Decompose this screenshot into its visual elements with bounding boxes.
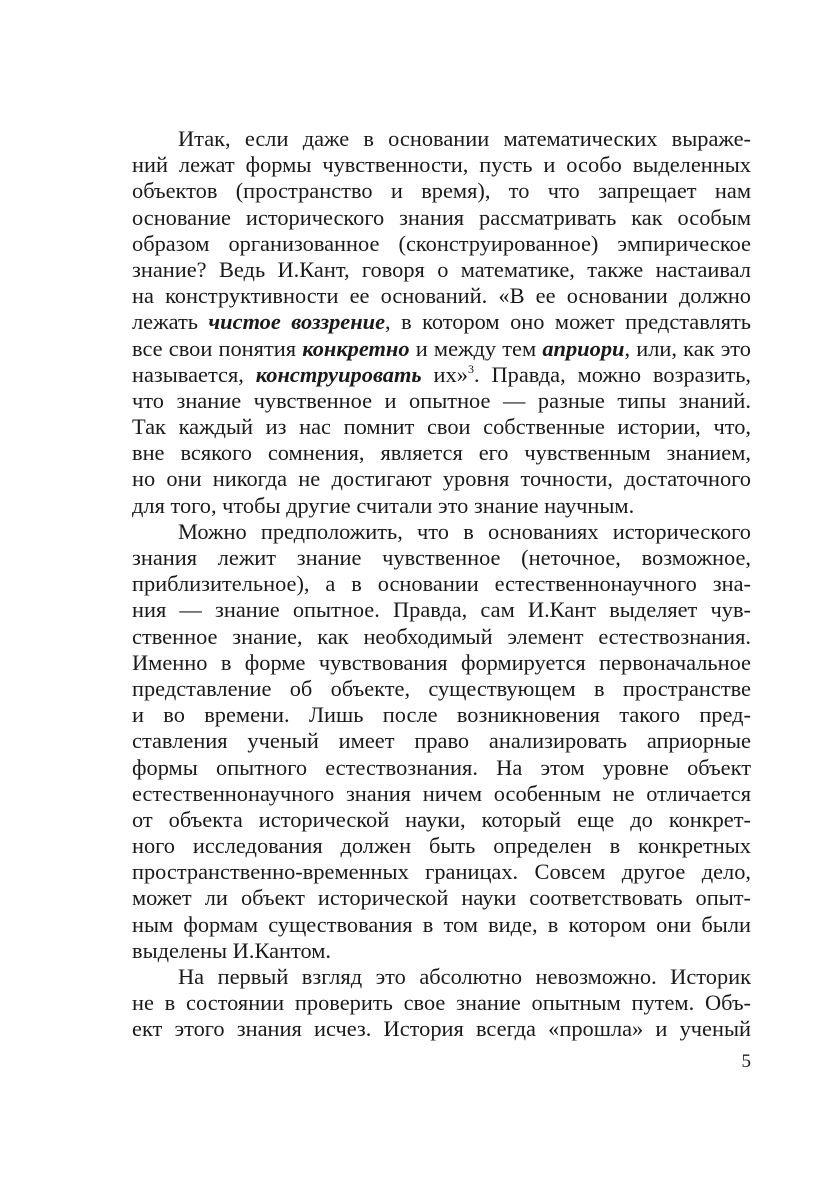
emphasis-term: чистое воззрение bbox=[208, 309, 386, 335]
text-line: выделены И.Кантом. bbox=[132, 937, 332, 963]
page-number: 5 bbox=[741, 1051, 751, 1072]
text-line: ственное знание, как необходимый элемент естествознания. bbox=[132, 623, 751, 649]
text-run: и между тем bbox=[409, 335, 543, 361]
text-line: от объекта исторической науки, который еще до конкрет- bbox=[132, 806, 751, 832]
text-line: представление об объекте, существующем в пространстве bbox=[132, 675, 751, 701]
text-line: на конструктивности ее оснований. «В ее основании должно bbox=[132, 283, 751, 309]
emphasis-term: априори bbox=[542, 335, 625, 361]
text-line: знание? Ведь И.Кант, говоря о математике, также настаивал bbox=[132, 256, 751, 282]
text-line: для того, чтобы другие считали это знание научным. bbox=[132, 492, 635, 518]
emphasis-term: конструировать bbox=[255, 361, 422, 387]
text-line: основание исторического знания рассматривать как особым bbox=[132, 204, 751, 230]
text-line: но они никогда не достигают уровня точности, достаточного bbox=[132, 466, 751, 492]
text-run: , или, как это bbox=[624, 335, 751, 361]
text-line: естественнонаучного знания ничем особенным не отличается bbox=[132, 780, 751, 806]
text-line: что знание чувственное и опытное — разные типы знаний. bbox=[132, 387, 751, 413]
text-line: Можно предположить, что в основаниях исторического bbox=[178, 518, 751, 544]
footnote-marker[interactable]: 3 bbox=[467, 361, 474, 376]
text-run: все свои понятия bbox=[132, 335, 303, 361]
text-line: может ли объект исторической науки соответствовать опыт- bbox=[132, 885, 751, 911]
text-run: . Правда, можно возразить, bbox=[473, 361, 751, 387]
text-line: не в состоянии проверить свое знание опытным путем. Объ- bbox=[132, 990, 751, 1016]
text-run: их» bbox=[421, 361, 468, 387]
text-line: формы опытного естествознания. На этом уровне объект bbox=[132, 754, 751, 780]
text-line: Именно в форме чувствования формируется первоначальное bbox=[132, 649, 751, 675]
text-line: ставления ученый имеет право анализировать априорные bbox=[132, 728, 751, 754]
text-line: Так каждый из нас помнит свои собственные истории, что, bbox=[132, 414, 751, 440]
text-line: образом организованное (сконструированное) эмпирическое bbox=[132, 230, 751, 256]
body-text bbox=[132, 126, 751, 1043]
text-line: Итак, если даже в основании математических выраже- bbox=[178, 126, 751, 151]
text-line: пространственно-временных границах. Совсем другое дело, bbox=[132, 859, 751, 885]
text-line: приблизительное), а в основании естественнонаучного зна- bbox=[132, 571, 751, 597]
text-line bbox=[132, 336, 751, 362]
text-run: , в котором оно может представлять bbox=[385, 309, 751, 335]
text-line: знания лежит знание чувственное (неточное, возможное, bbox=[132, 545, 751, 570]
text-line bbox=[132, 362, 751, 388]
text-line: ного исследования должен быть определен в конкретных bbox=[132, 833, 751, 859]
emphasis-term: конкретно bbox=[302, 335, 410, 361]
text-line: ний лежат формы чувственности, пусть и особо выделенных bbox=[132, 152, 751, 178]
text-run: называется, bbox=[132, 361, 256, 387]
text-line: ным формам существования в том виде, в котором они были bbox=[132, 911, 751, 937]
text-run: лежать bbox=[132, 309, 209, 335]
text-line: и во времени. Лишь после возникновения такого пред- bbox=[132, 702, 751, 728]
text-line: На первый взгляд это абсолютно невозможно. Историк bbox=[178, 964, 751, 989]
text-line: ект этого знания исчез. История всегда «прошла» и ученый bbox=[132, 1016, 751, 1042]
text-line: объектов (пространство и время), то что запрещает нам bbox=[132, 178, 751, 204]
text-line: вне всякого сомнения, является его чувственным знанием, bbox=[132, 440, 751, 466]
text-line bbox=[132, 309, 751, 335]
text-line: ния — знание опытное. Правда, сам И.Кант выделяет чув- bbox=[132, 597, 751, 623]
